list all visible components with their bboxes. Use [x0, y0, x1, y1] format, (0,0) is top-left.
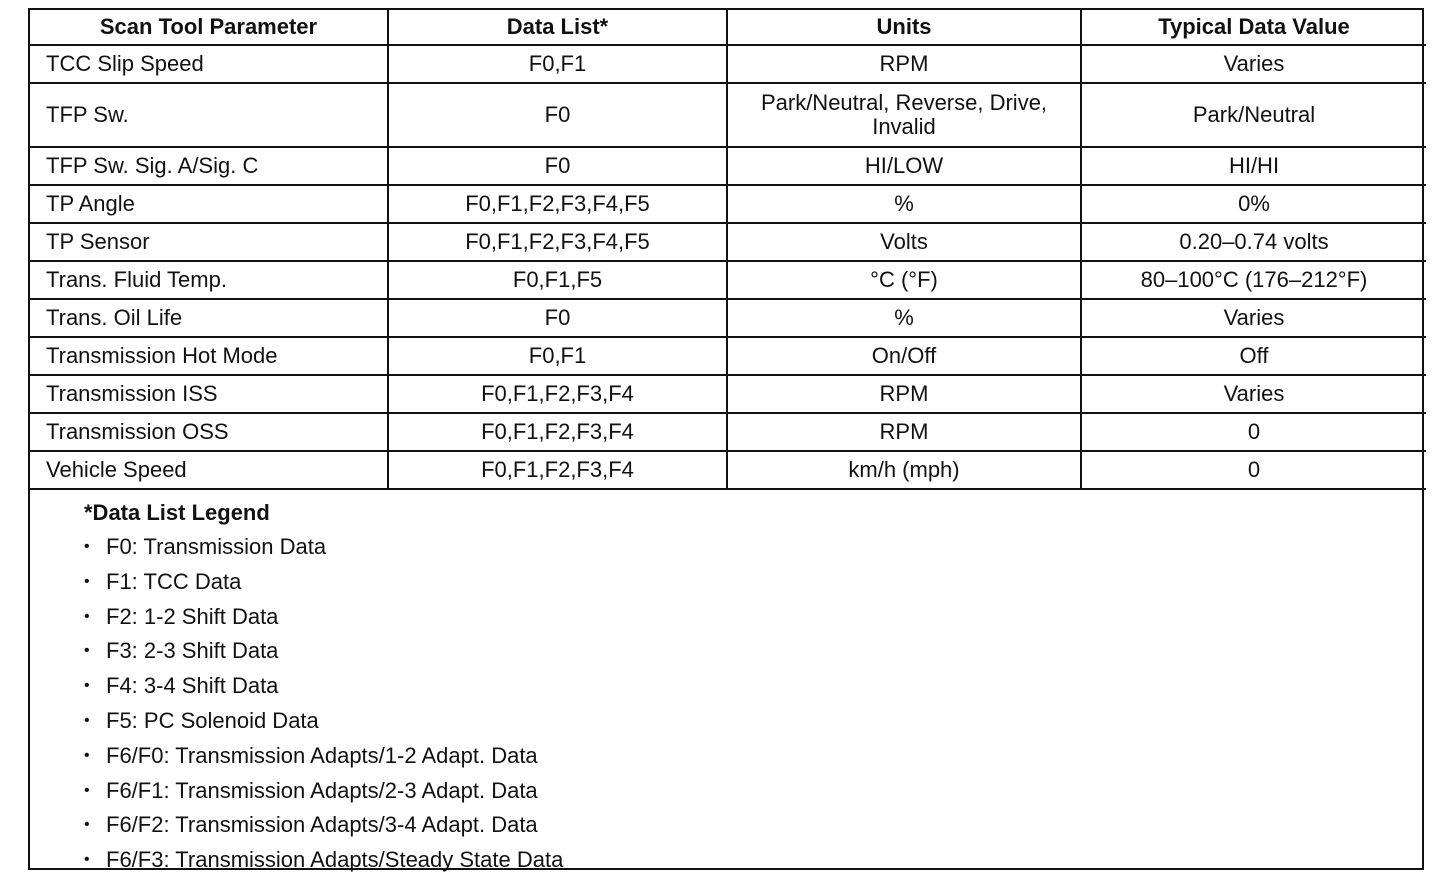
legend-item-label: F6/F2: Transmission Adapts/3-4 Adapt. Data: [106, 812, 538, 838]
data-list-cell: F0,F1,F2,F3,F4: [388, 375, 727, 413]
typical-value-cell: HI/HI: [1081, 147, 1426, 185]
units-cell: Park/Neutral, Reverse, Drive, Invalid: [727, 83, 1081, 147]
bullet-icon: •: [84, 538, 90, 555]
legend-item-label: F3: 2-3 Shift Data: [106, 638, 279, 664]
list-item: [84, 634, 1422, 669]
list-item: [84, 843, 1422, 878]
legend-list: [84, 530, 1422, 878]
units-cell: %: [727, 185, 1081, 223]
typical-value-cell: Varies: [1081, 45, 1426, 83]
table-row: [30, 337, 1426, 375]
header-scan-tool-parameter: Scan Tool Parameter: [30, 10, 388, 45]
table-row: [30, 223, 1426, 261]
header-data-list: Data List*: [388, 10, 727, 45]
list-item: [84, 565, 1422, 600]
units-cell: Volts: [727, 223, 1081, 261]
typical-value-cell: Park/Neutral: [1081, 83, 1426, 147]
list-item: [84, 774, 1422, 809]
data-list-cell: F0: [388, 147, 727, 185]
legend-item-label: F4: 3-4 Shift Data: [106, 673, 279, 699]
units-cell: On/Off: [727, 337, 1081, 375]
units-cell: RPM: [727, 375, 1081, 413]
bullet-icon: •: [84, 816, 90, 834]
list-item: [84, 739, 1422, 774]
legend-item-label: F6/F3: Transmission Adapts/Steady State Data: [106, 847, 564, 873]
parameter-cell: TCC Slip Speed: [30, 45, 388, 83]
typical-value-cell: 0.20–0.74 volts: [1081, 223, 1426, 261]
parameter-cell: Trans. Oil Life: [30, 299, 388, 337]
table-row: [30, 375, 1426, 413]
table-row: [30, 185, 1426, 223]
parameter-cell: Transmission ISS: [30, 375, 388, 413]
bullet-icon: •: [84, 711, 90, 729]
table-row: [30, 83, 1426, 147]
scan-tool-data-sheet: [28, 8, 1424, 873]
data-list-cell: F0,F1,F2,F3,F4,F5: [388, 185, 727, 223]
legend-title: *Data List Legend: [84, 500, 270, 525]
table-row: [30, 413, 1426, 451]
parameter-cell: TP Sensor: [30, 223, 388, 261]
legend-item-label: F1: TCC Data: [106, 568, 242, 594]
units-cell: %: [727, 299, 1081, 337]
units-cell: HI/LOW: [727, 147, 1081, 185]
units-cell: RPM: [727, 45, 1081, 83]
legend-item-label: F0: Transmission Data: [106, 534, 327, 559]
parameter-cell: Transmission OSS: [30, 413, 388, 451]
header-typical-data-value: Typical Data Value: [1081, 10, 1426, 45]
units-cell: °C (°F): [727, 261, 1081, 299]
bullet-icon: •: [84, 642, 90, 660]
list-item: [84, 808, 1422, 843]
legend-item-label: F6/F1: Transmission Adapts/2-3 Adapt. Data: [106, 777, 538, 803]
typical-value-cell: Varies: [1081, 299, 1426, 337]
units-cell: RPM: [727, 413, 1081, 451]
data-list-cell: F0,F1,F2,F3,F4: [388, 451, 727, 489]
data-list-cell: F0,F1,F5: [388, 261, 727, 299]
list-item: [84, 530, 1422, 565]
table-row: [30, 299, 1426, 337]
legend-item-label: F5: PC Solenoid Data: [106, 707, 319, 733]
parameter-cell: Trans. Fluid Temp.: [30, 261, 388, 299]
data-list-cell: F0: [388, 83, 727, 147]
data-list-cell: F0,F1: [388, 45, 727, 83]
bullet-icon: •: [84, 677, 90, 695]
legend-item-label: F6/F0: Transmission Adapts/1-2 Adapt. Data: [106, 742, 538, 768]
bullet-icon: •: [84, 851, 90, 869]
data-list-cell: F0,F1,F2,F3,F4,F5: [388, 223, 727, 261]
parameter-cell: Transmission Hot Mode: [30, 337, 388, 375]
parameter-cell: Vehicle Speed: [30, 451, 388, 489]
data-list-cell: F0: [388, 299, 727, 337]
table-row: [30, 45, 1426, 83]
typical-value-cell: 0: [1081, 451, 1426, 489]
table-row: [30, 147, 1426, 185]
typical-value-cell: Varies: [1081, 375, 1426, 413]
parameter-cell: TFP Sw.: [30, 83, 388, 147]
bullet-icon: •: [84, 781, 90, 799]
bullet-icon: •: [84, 607, 90, 625]
data-list-legend: [30, 490, 1422, 878]
list-item: [84, 600, 1422, 635]
typical-value-cell: Off: [1081, 337, 1426, 375]
bullet-icon: •: [84, 746, 90, 764]
list-item: [84, 704, 1422, 739]
table-row: [30, 261, 1426, 299]
table-header-row: [30, 10, 1426, 45]
header-units: Units: [727, 10, 1081, 45]
typical-value-cell: 80–100°C (176–212°F): [1081, 261, 1426, 299]
units-cell: km/h (mph): [727, 451, 1081, 489]
bullet-icon: •: [84, 572, 90, 590]
data-list-cell: F0,F1,F2,F3,F4: [388, 413, 727, 451]
legend-item-label: F2: 1-2 Shift Data: [106, 603, 279, 629]
parameter-cell: TP Angle: [30, 185, 388, 223]
typical-value-cell: 0: [1081, 413, 1426, 451]
scan-tool-parameter-table: [30, 10, 1426, 490]
parameter-cell: TFP Sw. Sig. A/Sig. C: [30, 147, 388, 185]
list-item: [84, 669, 1422, 704]
data-list-cell: F0,F1: [388, 337, 727, 375]
typical-value-cell: 0%: [1081, 185, 1426, 223]
table-row: [30, 451, 1426, 489]
